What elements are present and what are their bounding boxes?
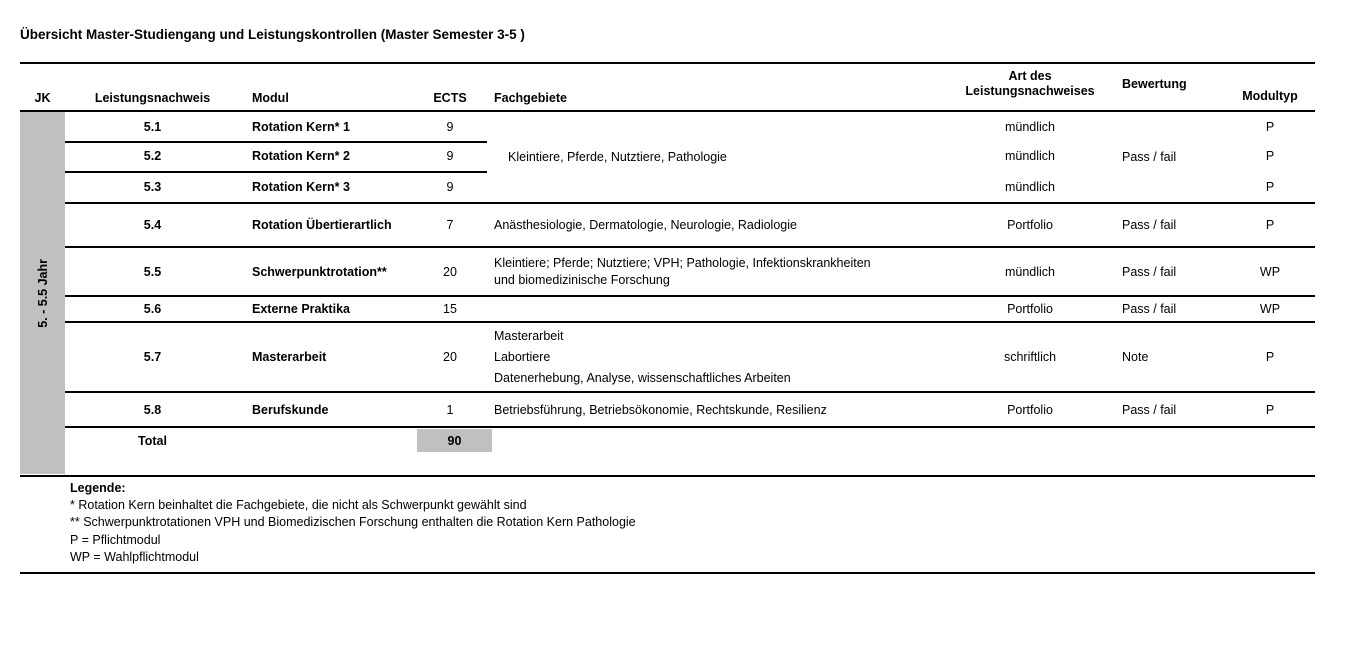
page-title: Übersicht Master-Studiengang und Leistungskontrollen (Master Semester 3-5 ) (20, 27, 525, 42)
column-header-art-line1: Art des (1008, 69, 1052, 83)
legend (70, 480, 636, 566)
cell-bewertung: Pass / fail (1122, 217, 1177, 232)
cell-art: Portfolio (1007, 402, 1053, 417)
cell-ects: 9 (446, 149, 454, 163)
total-label: Total (138, 433, 167, 448)
fachgebiete-line: Kleintiere; Pferde; Nutztiere; VPH; Pathologie, Infektionskrankheiten (494, 255, 871, 270)
cell-ects: 1 (446, 402, 454, 417)
cell-fachgebiete (494, 247, 934, 296)
cell-art: mündlich (1004, 264, 1056, 279)
cell-fachgebiete (494, 322, 934, 392)
cell-modultyp: WP (1259, 264, 1281, 279)
fachgebiete-line: Labortiere (494, 350, 551, 364)
column-header-bewertung: Bewertung (1122, 77, 1187, 91)
cell-ects: 9 (446, 179, 454, 194)
legend-bottom-border (20, 572, 1315, 574)
column-header-leistungsnachweis: Leistungsnachweis (94, 91, 211, 105)
cell-bewertung: Pass / fail (1122, 402, 1177, 417)
cell-art: mündlich (1004, 179, 1056, 194)
cell-ects: 15 (443, 302, 457, 316)
legend-line: * Rotation Kern beinhaltet die Fachgebiete, die nicht als Schwerpunkt gewählt sind (70, 498, 527, 513)
cell-bewertung: Pass / fail (1122, 302, 1177, 316)
column-header-ects: ECTS (433, 91, 467, 105)
table-row-5-7 (0, 322, 1348, 392)
column-header-art-line2: Leistungsnachweises (965, 84, 1095, 98)
column-header-modul: Modul (252, 91, 289, 105)
cell-bewertung: Pass / fail (1122, 264, 1177, 279)
table-row-5-5 (0, 247, 1348, 296)
column-header-jk: JK (34, 91, 51, 105)
cell-ects: 20 (443, 264, 457, 279)
legend-title: Legende: (70, 481, 126, 495)
fachgebiete-line: und biomedizinische Forschung (494, 272, 670, 287)
cell-leistungsnachweis: 5.8 (143, 402, 162, 417)
cell-leistungsnachweis: 5.6 (143, 302, 162, 316)
cell-modul: Rotation Kern* 3 (252, 179, 350, 194)
fachgebiete-line: Datenerhebung, Analyse, wissenschaftliches Arbeiten (494, 371, 791, 385)
column-header-art-des-leistungsnachweises (935, 69, 1125, 99)
cell-modultyp: P (1265, 217, 1275, 232)
cell-ects: 7 (446, 217, 454, 232)
year-band-label: 5. - 5.5 Jahr (35, 258, 50, 328)
cell-art: Portfolio (1007, 217, 1053, 232)
cell-modultyp: P (1265, 149, 1275, 163)
column-header-fachgebiete: Fachgebiete (494, 91, 567, 105)
cell-leistungsnachweis: 5.3 (143, 179, 162, 194)
table-top-border (20, 62, 1315, 64)
table-row-5-6 (0, 296, 1348, 322)
table-rowspan-5-1-to-5-3 (0, 112, 1348, 202)
cell-art: schriftlich (1003, 350, 1057, 364)
legend-line: ** Schwerpunktrotationen VPH und Biomedizischen Forschung enthalten die Rotation Kern Pathologie (70, 515, 636, 530)
cell-modultyp: P (1265, 350, 1275, 364)
cell-art: Portfolio (1007, 302, 1053, 316)
table-row-5-4 (0, 202, 1348, 247)
cell-modultyp: WP (1259, 302, 1281, 316)
column-header-modultyp: Modultyp (1242, 89, 1298, 103)
table-row-5-8 (0, 392, 1348, 427)
cell-ects: 20 (443, 350, 457, 364)
table-row-total (0, 427, 1348, 454)
cell-modultyp: P (1265, 179, 1275, 194)
cell-leistungsnachweis: 5.5 (143, 264, 162, 279)
cell-leistungsnachweis: 5.2 (143, 149, 162, 163)
legend-line: P = Pflichtmodul (70, 532, 161, 547)
cell-fachgebiete: Betriebsführung, Betriebsökonomie, Rechtskunde, Resilienz (494, 402, 827, 417)
cell-modul: Externe Praktika (252, 302, 350, 316)
cell-fachgebiete: Anästhesiologie, Dermatologie, Neurologie, Radiologie (494, 217, 797, 232)
total-ects-cell: 90 (417, 429, 492, 452)
fachgebiete-line: Masterarbeit (494, 329, 564, 343)
cell-modul: Masterarbeit (252, 350, 327, 364)
cell-modul: Rotation Kern* 2 (252, 149, 350, 163)
cell-ects: 9 (446, 119, 454, 134)
cell-modultyp: P (1265, 119, 1275, 134)
cell-art: mündlich (1004, 149, 1056, 163)
cell-leistungsnachweis: 5.1 (143, 119, 162, 134)
cell-modul: Berufskunde (252, 402, 329, 417)
cell-art: mündlich (1004, 119, 1056, 134)
cell-modul: Rotation Kern* 1 (252, 119, 350, 134)
cell-modul: Rotation Übertierartlich (252, 217, 392, 232)
cell-modul: Schwerpunktrotation** (252, 264, 387, 279)
cell-leistungsnachweis: 5.7 (143, 350, 162, 364)
cell-bewertung: Pass / fail (1122, 150, 1177, 164)
cell-leistungsnachweis: 5.4 (143, 217, 162, 232)
cell-bewertung: Note (1122, 350, 1149, 364)
cell-modultyp: P (1265, 402, 1275, 417)
legend-line: WP = Wahlpflichtmodul (70, 549, 199, 564)
cell-fachgebiete: Kleintiere, Pferde, Nutztiere, Pathologie (508, 150, 727, 164)
table-bottom-border (20, 475, 1315, 477)
